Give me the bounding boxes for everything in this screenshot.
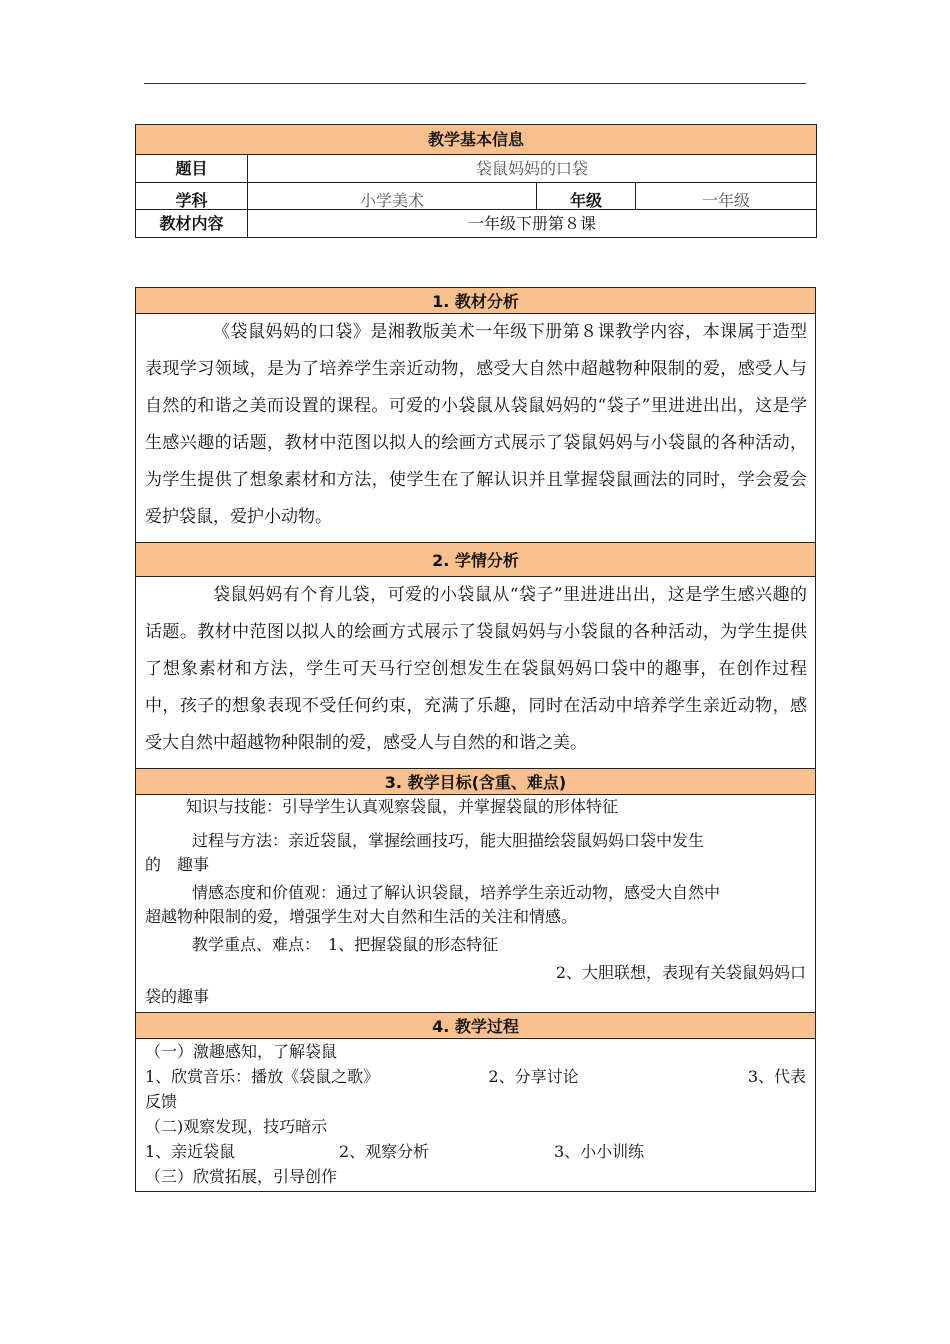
process-2-item-2: 2、观察分析: [339, 1142, 430, 1161]
key-points-line3: 袋的趣事: [145, 987, 210, 1006]
process-1-item-3: 3、代表: [747, 1067, 806, 1086]
process-part-3: （三）欣赏拓展，引导创作: [145, 1167, 338, 1186]
process-1-continued: 反馈: [145, 1092, 178, 1111]
goal-knowledge: 知识与技能：引导学生认真观察袋鼠，并掌握袋鼠的形体特征: [186, 797, 619, 816]
goal-process-line1: 过程与方法：亲近袋鼠，掌握绘画技巧，能大胆描绘袋鼠妈妈口袋中发生: [192, 831, 705, 850]
header-rule: [144, 83, 806, 84]
process-1-item-2: 2、分享讨论: [488, 1067, 579, 1086]
grade-label: 年级: [537, 183, 636, 210]
section-2-body: [136, 577, 816, 769]
section-3-body: [136, 795, 816, 1013]
subject-label: 学科: [136, 183, 248, 210]
key-points-line2: 2、大胆联想，表现有关袋鼠妈妈口: [555, 963, 806, 982]
basic-info-table: [135, 124, 817, 238]
section-1-text: 《袋鼠妈妈的口袋》是湘教版美术一年级下册第８课教学内容，本课属于造型表现学习领域，是为了培养学生亲近动物，感受大自然中超越物种限制的爱，感受人与自然的和谐之美而设置的课程。可爱的小袋鼠从袋鼠妈妈的“袋子”里进进出出，这是学生感兴趣的话题，教材中范图以拟人的绘画方式展示了袋鼠妈妈与小袋鼠的各种活动，为学生提供了想象素材和方法，使学生在了解认识并且掌握袋鼠画法的同时，学会爱会爱护袋鼠，爱护小动物。: [145, 322, 807, 527]
goal-process-line2: 的 趣事: [145, 855, 210, 874]
section-1-title: 1. 教材分析: [136, 288, 816, 314]
basic-info-title: 教学基本信息: [136, 125, 817, 155]
section-3-title: 3. 教学目标(含重、难点): [136, 769, 816, 795]
key-points-line1: 教学重点、难点： 1、把握袋鼠的形态特征: [192, 935, 499, 954]
section-4-body: [136, 1039, 816, 1192]
process-1-item-1: 1、欣赏音乐：播放《袋鼠之歌》: [145, 1067, 380, 1086]
material-label: 教材内容: [136, 210, 248, 238]
section-2-title: 2. 学情分析: [136, 543, 816, 577]
grade-value: 一年级: [636, 183, 817, 210]
section-4-title: 4. 教学过程: [136, 1013, 816, 1039]
process-part-2-items: [145, 1139, 806, 1164]
process-part-2: （二)观察发现，技巧暗示: [145, 1117, 328, 1136]
goal-emotion-line1: 情感态度和价值观：通过了解认识袋鼠，培养学生亲近动物，感受大自然中: [192, 883, 721, 902]
process-part-1-items: [145, 1064, 806, 1089]
subject-value: 小学美术: [248, 183, 537, 210]
lesson-plan-table: [135, 287, 816, 1192]
goal-emotion-line2: 超越物种限制的爱，增强学生对大自然和生活的关注和情感。: [145, 907, 578, 926]
process-2-item-1: 1、亲近袋鼠: [145, 1142, 236, 1161]
topic-label: 题目: [136, 155, 248, 183]
topic-value: 袋鼠妈妈的口袋: [248, 155, 817, 183]
material-value: 一年级下册第８课: [248, 210, 817, 238]
process-2-item-3: 3、小小训练: [554, 1142, 645, 1161]
section-1-body: [136, 314, 816, 543]
section-2-text: 袋鼠妈妈有个育儿袋，可爱的小袋鼠从“袋子”里进进出出，这是学生感兴趣的话题。教材中范图以拟人的绘画方式展示了袋鼠妈妈与小袋鼠的各种活动，为学生提供了想象素材和方法，学生可天马行空创想发生在袋鼠妈妈口袋中的趣事，在创作过程中，孩子的想象表现不受任何约束，充满了乐趣，同时在活动中培养学生亲近动物，感受大自然中超越物种限制的爱，感受人与自然的和谐之美。: [145, 585, 807, 753]
process-part-1: （一）激趣感知，了解袋鼠: [145, 1042, 338, 1061]
